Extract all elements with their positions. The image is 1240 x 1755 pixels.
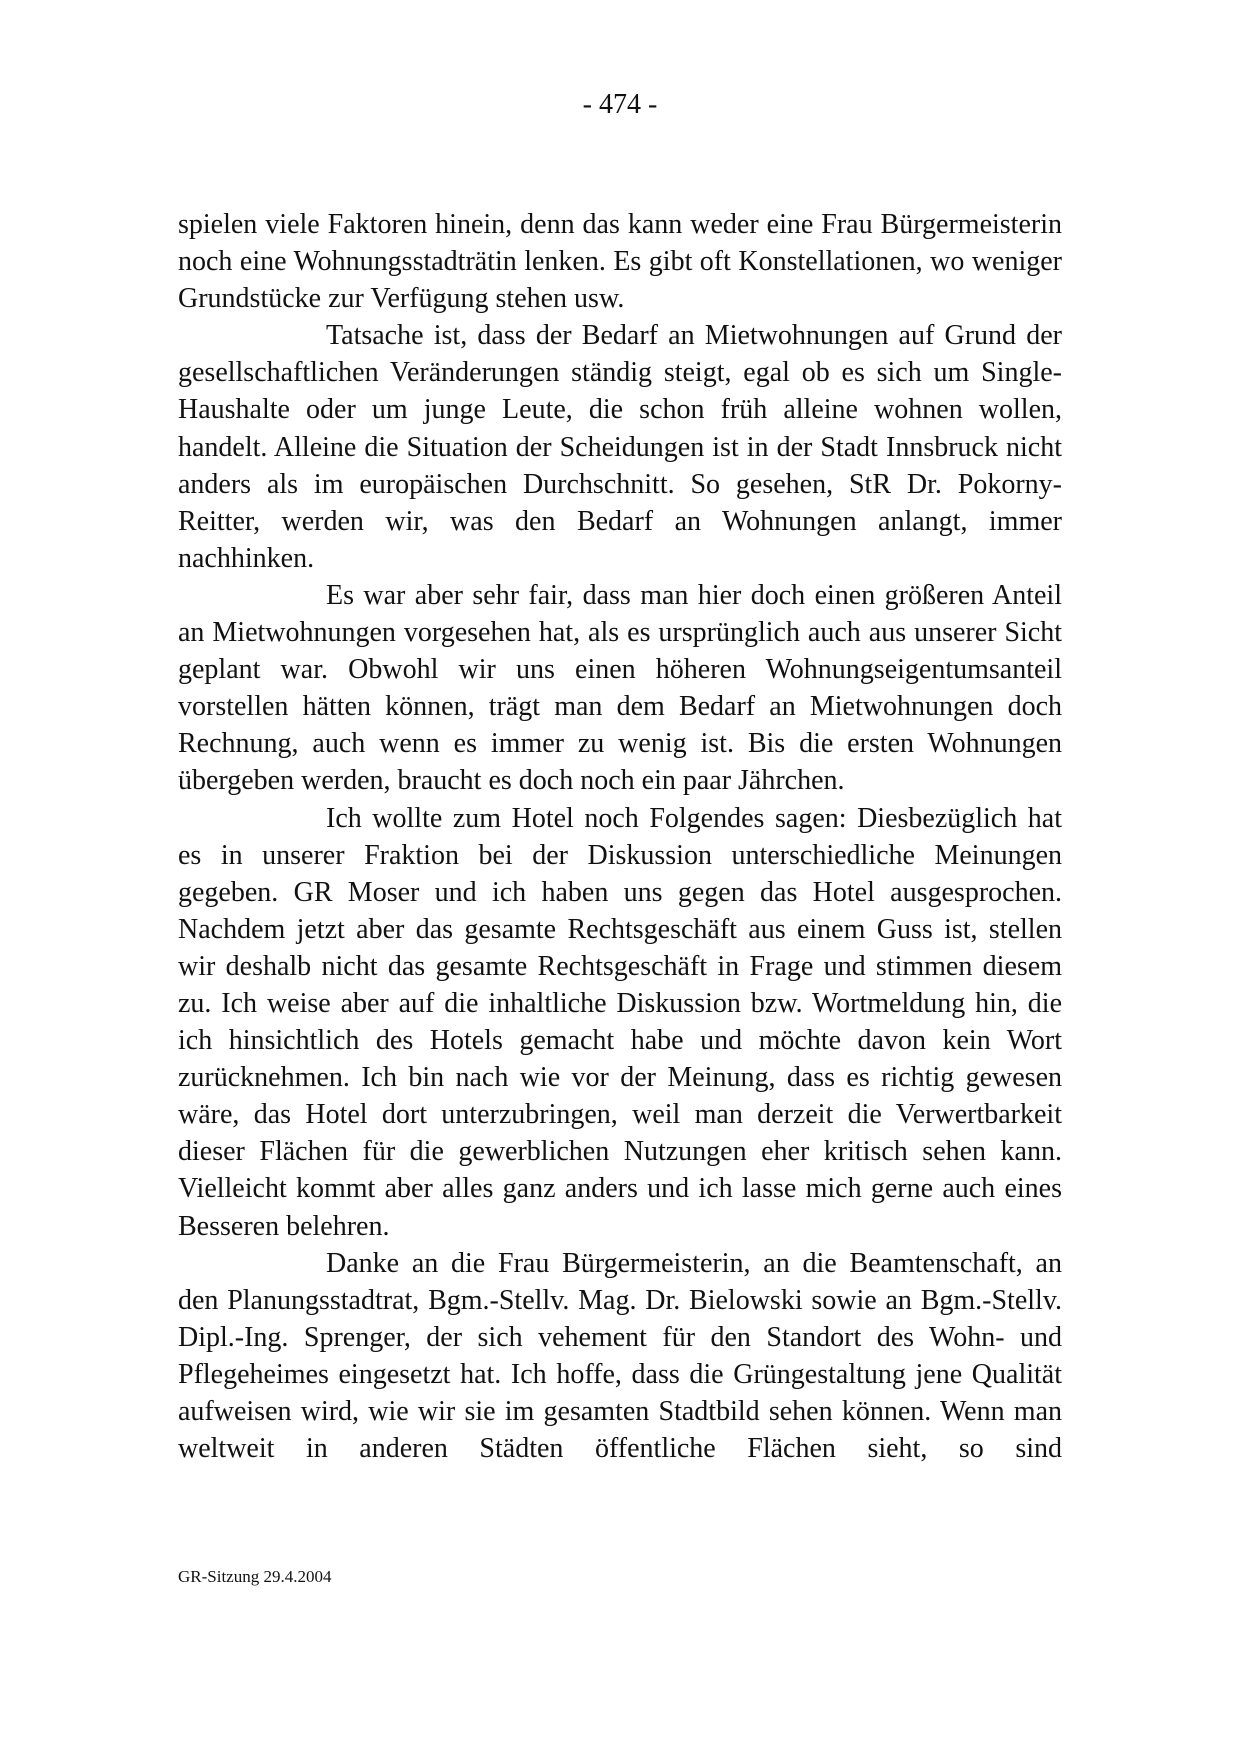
document-body [178,206,1062,1467]
page-footer: GR-Sitzung 29.4.2004 [178,1567,332,1586]
paragraph-5: Danke an die Frau Bürgermeisterin, an die Beamtenschaft, an den Planungsstadtrat, Bgm.-Stellv. Mag. Dr. Bielowski sowie an Bgm.-Stellv. Dipl.-Ing. Sprenger, der sich vehement für den Standort des Wohn- und Pflegeheimes eingesetzt hat. Ich hoffe, dass die Grüngestaltung jene Qualität aufweisen wird, wie wir sie im gesamten Stadtbild sehen können. Wenn man weltweit in anderen Städten öffentliche Flächen sieht, so sind [178,1247,1062,1465]
paragraph-4: Ich wollte zum Hotel noch Folgendes sagen: Diesbezüglich hat es in unserer Fraktion bei der Diskussion unterschiedliche Meinungen gegeben. GR Moser und ich haben uns gegen das Hotel ausgesprochen. Nachdem jetzt aber das gesamte Rechtsgeschäft aus einem Guss ist, stellen wir deshalb nicht das gesamte Rechtsgeschäft in Frage und stimmen diesem zu. Ich weise aber auf die inhaltliche Diskussion bzw. Wortmeldung hin, die ich hinsichtlich des Hotels gemacht habe und möchte davon kein Wort zurücknehmen. Ich bin nach wie vor der Meinung, dass es richtig gewesen wäre, das Hotel dort unterzubringen, weil man derzeit die Verwertbarkeit dieser Flächen für die gewerblichen Nutzungen eher kritisch sehen kann. Vielleicht kommt aber alles ganz anders und ich lasse mich gerne auch eines Besseren belehren. [178,802,1062,1242]
paragraph-1: spielen viele Faktoren hinein, denn das kann weder eine Frau Bürgermeisterin noch eine Wohnungsstadträtin lenken. Es gibt oft Konstellationen, wo weniger Grundstücke zur Verfügung stehen usw. [178,209,1062,315]
paragraph-3: Es war aber sehr fair, dass man hier doch einen größeren Anteil an Mietwohnungen vorgesehen hat, als es ursprünglich auch aus unserer Sicht geplant war. Obwohl wir uns einen höheren Wohnungseigentumsanteil vorstellen hätten können, trägt man dem Bedarf an Mietwohnungen doch Rechnung, auch wenn es immer zu wenig ist. Bis die ersten Wohnungen übergeben werden, braucht es doch noch ein paar Jährchen. [178,579,1062,797]
paragraph-2: Tatsache ist, dass der Bedarf an Mietwohnungen auf Grund der gesellschaftlichen Veränderungen ständig steigt, egal ob es sich um Single-Haushalte oder um junge Leute, die schon früh alleine wohnen wollen, handelt. Alleine die Situation der Scheidungen ist in der Stadt Innsbruck nicht anders als im europäischen Durchschnitt. So gesehen, StR Dr. Pokorny-Reitter, werden wir, was den Bedarf an Wohnungen anlangt, immer nachhinken. [178,320,1062,574]
page-number: - 474 - [582,89,658,120]
